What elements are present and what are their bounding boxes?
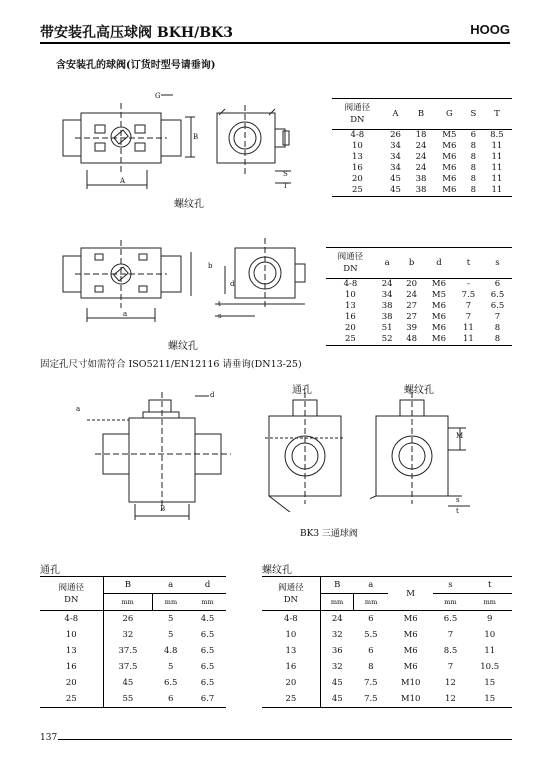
cell: M6 [403,646,418,656]
dim-label-t-thread: t [456,507,459,515]
cell: 11 [484,646,496,656]
header-s: s [433,577,467,594]
cell: M6 [442,185,457,195]
cell: 51 [381,323,393,333]
header-dn: 阀通径 DN [332,99,383,130]
header-s: s [483,248,512,279]
cell: M10 [400,678,421,688]
table-row [262,627,512,643]
cell: 38 [381,312,393,322]
cell: 6.5 [163,678,178,688]
dim-label-s-lower: s [218,312,222,320]
table-row [332,174,512,185]
cell: M6 [442,152,457,162]
cell: 34 [381,290,393,300]
unit: mm [467,594,512,611]
cell: 8 [470,152,477,162]
cell: 38 [415,185,427,195]
cell: 5.5 [364,630,378,640]
cell: M6 [431,312,446,322]
table-row [262,659,512,675]
cell: 10 [351,141,363,151]
cell: 12 [445,694,456,704]
dim-label-t-lower: t [218,300,221,308]
cell: 6.5 [200,678,215,688]
dim-label-b: B [193,133,199,141]
header-a: A [383,99,409,130]
cell: 6.5 [200,630,215,640]
cell: 24 [415,152,427,162]
cell: 4-8 [350,130,365,140]
cell: 45 [390,174,401,184]
dim-label-s: S [283,170,288,178]
header-g: G [434,99,465,130]
page-number: 137 [40,733,58,743]
cell: M6 [403,614,418,624]
cell: 27 [406,312,418,322]
cell: 25 [262,691,320,708]
header-dn: 阀通径 DN [40,577,103,611]
header-a: a [375,248,400,279]
table-row [326,290,512,301]
table-row [40,691,226,708]
cell: 32 [331,630,343,640]
cell: 10 [484,630,496,640]
cell: 27 [406,301,418,311]
table-row [40,627,226,643]
table-row [40,643,226,659]
cell: 7 [447,630,454,640]
cell: 6 [494,279,501,289]
header-b: B [408,99,434,130]
dim-label-m: M [456,432,464,440]
cell: 16 [345,312,356,322]
cell: 8 [494,334,501,344]
cell: 4.5 [200,614,215,624]
header-d: d [424,248,454,279]
cell: 37.5 [118,646,138,656]
cell: 6.5 [490,290,505,300]
cell: 6 [368,646,374,656]
cell: 34 [390,141,401,151]
cell: 8 [470,185,477,195]
cell: 10 [345,290,356,300]
page-title: 带安装孔高压球阀 BKH/BK3 [40,25,233,41]
table-row [262,675,512,691]
cell: 10.5 [480,662,500,672]
section-thread-label: 螺纹孔 [262,565,292,576]
table-row [326,279,512,291]
cell: 15 [484,694,496,704]
cell: 24 [406,290,418,300]
cell: 16 [351,163,363,173]
dim-label-s-thread: s [456,496,460,504]
iso-note: 固定孔尺寸如需符合 ISO5211/EN12116 请垂询(DN13-25) [40,359,302,370]
cell: 45 [122,678,134,688]
valve-drawing-1 [55,85,315,210]
valve-drawing-through [265,392,355,512]
cell: 12 [445,678,456,688]
cell: 8 [470,141,477,151]
table-row [332,185,512,197]
cell: 20 [345,323,356,333]
cell: 39 [406,323,418,333]
table-row [332,152,512,163]
unit: mm [320,594,354,611]
cell: 8 [470,163,477,173]
header-t: t [467,577,512,594]
cell: 20 [351,174,363,184]
cell: 5 [168,630,174,640]
cell: 7 [465,301,472,311]
cell: M10 [400,694,421,704]
dim-label-b-side: B [160,505,166,513]
cell: 6.5 [443,614,458,624]
cell: 5 [168,614,174,624]
cell: 7 [494,312,501,322]
unit: mm [103,594,152,611]
cell: 11 [491,141,503,151]
cell: 11 [491,152,503,162]
cell: 11 [491,185,503,195]
section-through-label: 通孔 [40,565,60,576]
cell: 11 [463,323,474,333]
cell: 7 [447,662,454,672]
caption-thread-3: 螺纹孔 [404,385,434,396]
cell: 24 [381,279,393,289]
cell: M6 [442,141,457,151]
table-row [326,312,512,323]
page-header [40,22,510,44]
header-d: d [189,577,226,594]
header-a: a [354,577,388,594]
cell: 15 [484,678,496,688]
cell: 4.8 [163,646,178,656]
cell: 7.5 [461,290,476,300]
cell: 18 [415,130,427,140]
cell: M6 [431,323,446,333]
table-row [326,301,512,312]
cell: 11 [463,334,474,344]
caption-thread-2: 螺纹孔 [168,341,198,352]
header-t: t [454,248,483,279]
cell: 7.5 [364,694,378,704]
cell: M6 [403,630,418,640]
cell: 24 [331,614,343,624]
header-b: B [320,577,354,594]
cell: 5 [168,662,174,672]
cell: 8 [368,662,374,672]
cell: 11 [491,163,503,173]
header-s: S [465,99,482,130]
header-b: B [103,577,152,594]
dimension-table-2 [326,247,512,346]
cell: 20 [40,675,103,691]
cell: 25 [40,691,103,708]
cell: 11 [491,174,503,184]
cell: 34 [390,152,401,162]
cell: 6 [168,694,174,704]
header-dn: 阀通径 DN [262,577,320,611]
table-row [332,141,512,152]
cell: 13 [345,301,356,311]
cell: - [466,279,470,289]
dim-label-t: T [283,182,288,190]
cell: 7.5 [364,678,378,688]
cell: 38 [415,174,427,184]
cell: 45 [331,694,343,704]
cell: 55 [122,694,134,704]
header-dn: 阀通径 DN [326,248,375,279]
cell: 16 [40,659,103,675]
cell: 45 [390,185,401,195]
dimension-table-thread [262,576,512,708]
table-row [40,675,226,691]
cell: 32 [122,630,134,640]
cell: 8.5 [490,130,504,140]
cell: 32 [331,662,343,672]
header-b: b [399,248,424,279]
cell: 16 [262,659,320,675]
table-row [262,691,512,708]
cell: 6.5 [200,646,215,656]
caption-bk3: BK3 三通球阀 [300,529,358,539]
cell: M6 [442,163,457,173]
header-a: a [152,577,189,594]
cell: 26 [122,614,134,624]
cell: 9 [487,614,493,624]
brand-name: HOOG [470,22,510,37]
cell: 8.5 [443,646,458,656]
dim-label-d: d [230,280,235,288]
cell: 45 [331,678,343,688]
unit: mm [152,594,189,611]
cell: 6 [368,614,374,624]
cell: 7 [465,312,472,322]
cell: 37.5 [118,662,138,672]
cell: 20 [262,675,320,691]
cell: M6 [431,301,446,311]
cell: M5 [431,290,446,300]
cell: 13 [351,152,363,162]
cell: 8 [470,174,477,184]
dim-label-g: G [155,92,161,100]
cell: M6 [442,174,457,184]
table-row [326,334,512,346]
cell: 6.5 [490,301,505,311]
cell: 6.7 [200,694,215,704]
dim-label-b-lower: b [208,262,213,270]
cell: M6 [403,662,418,672]
cell: 34 [390,163,401,173]
cell: 10 [262,627,320,643]
cell: 24 [415,141,427,151]
cell: 10 [40,627,103,643]
footer-rule [58,739,512,740]
dimension-table-through [40,576,226,708]
dim-label-d-side: d [210,391,215,399]
cell: 36 [331,646,343,656]
cell: 13 [40,643,103,659]
table-row [40,611,226,628]
unit: mm [354,594,388,611]
cell: 24 [415,163,427,173]
cell: M6 [431,279,446,289]
caption-thread-1: 螺纹孔 [174,199,204,210]
dim-label-a-lower: a [123,310,128,318]
valve-drawing-2 [55,238,320,338]
table-row [332,163,512,174]
dim-label-a: A [120,177,126,185]
cell: 25 [345,334,356,344]
section-subtitle: 含安装孔的球阀(订货时型号请垂询) [56,60,216,71]
cell: M6 [431,334,446,344]
cell: 4-8 [262,611,320,628]
cell: 26 [390,130,401,140]
table-row [40,659,226,675]
cell: 52 [381,334,393,344]
dimension-table-1 [332,98,512,197]
unit: mm [189,594,226,611]
cell: M5 [442,130,457,140]
table-row [332,130,512,142]
cell: 48 [406,334,418,344]
valve-drawing-thread [370,392,480,512]
cell: 38 [381,301,393,311]
table-row [326,323,512,334]
dim-label-a-side: a [76,405,81,413]
cell: 4-8 [343,279,358,289]
cell: 25 [351,185,363,195]
caption-through: 通孔 [292,385,312,396]
cell: 20 [406,279,418,289]
cell: 6 [470,130,477,140]
cell: 8 [494,323,501,333]
cell: 6.5 [200,662,215,672]
table-row [262,643,512,659]
unit: mm [433,594,467,611]
cell: 4-8 [40,611,103,628]
header-m: M [388,577,434,611]
table-row [262,611,512,628]
cell: 13 [262,643,320,659]
valve-drawing-3 [85,392,255,522]
header-t: T [482,99,512,130]
